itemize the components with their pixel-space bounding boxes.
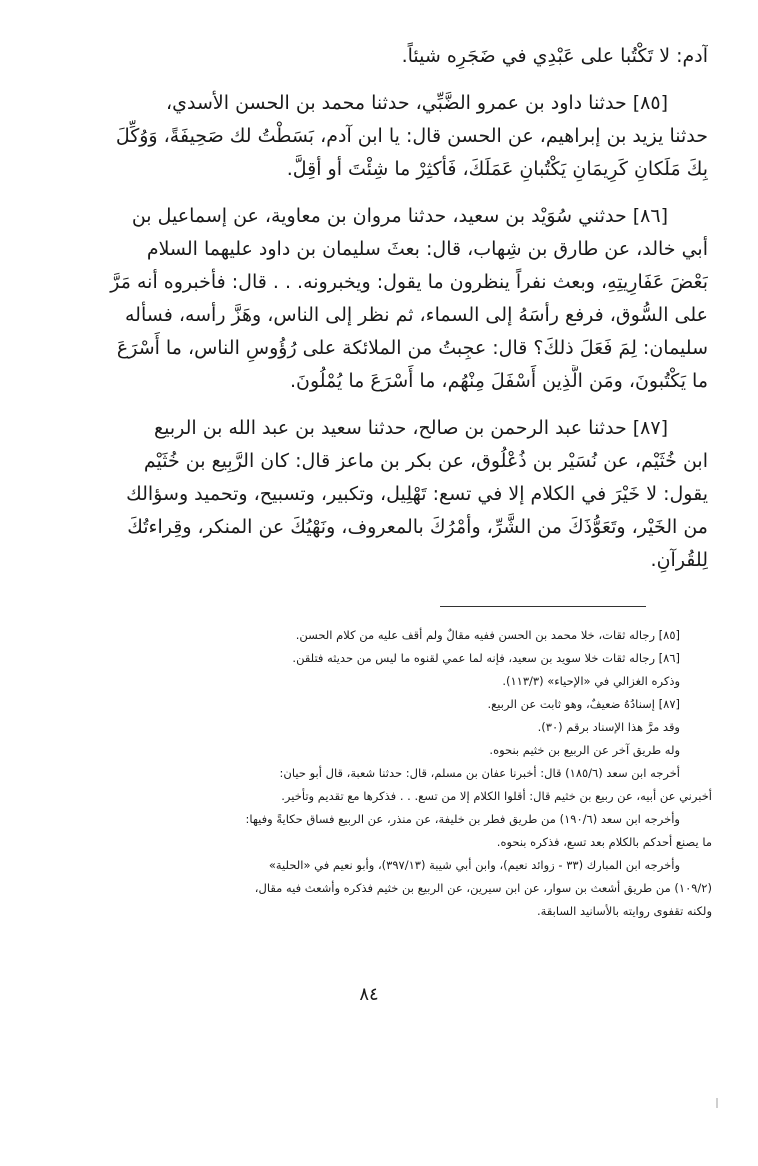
footnote-line: وذكره الغزالي في «الإحياء» (١١٣/٣). <box>502 674 680 688</box>
paragraph-85 <box>48 87 708 186</box>
footnote-divider <box>440 606 646 607</box>
text-line: يقول: لا خَيْرَ في الكلام إلا في تسع: تَهْلِيل، وتكبير، وتسبيح، وتحميد وسؤالك <box>126 483 708 505</box>
footnote-line: (١٠٩/٢) من طريق أشعث بن سوار، عن ابن سيرين، عن الربيع بن خثيم فذكره وأشعث فيه مقال، <box>254 881 712 895</box>
text-line: على السُّوق، فرفع رأسَهُ إلى السماء، ثم نظر إلى الناس، وهَزَّ رأسه، فسأله <box>124 304 708 326</box>
text-line: [٨٥] حدثنا داود بن عمرو الضَّبِّي، حدثنا محمد بن الحسن الأسدي، <box>166 92 668 114</box>
footnote-line: وأخرجه ابن المبارك (٣٣ - زوائد نعيم)، وابن أبي شيبة (٣٩٧/١٣)، وأبو نعيم في «الحلية» <box>268 858 680 872</box>
text-line: [٨٦] حدثني سُوَيْد بن سعيد، حدثنا مروان بن معاوية، عن إسماعيل بن <box>131 205 668 227</box>
text-line: من الخَيْر، وتَعَوُّذَكَ من الشَّرِّ، وأمْرُكَ بالمعروف، ونَهْيُكَ عن المنكر، وقِراءتُكَ <box>127 516 708 538</box>
text-line: [٨٧] حدثنا عبد الرحمن بن صالح، حدثنا سعيد بن عبد الله بن الربيع <box>153 417 668 439</box>
text-line: لِلقُرآنِ. <box>650 549 708 571</box>
text-line: بِكَ مَلَكانِ كَرِيمَانِ يَكْتُبانِ عَمَلَكَ، فَأكثِرْ ما شِئْتَ أو أقِلَّ. <box>286 158 708 180</box>
footnote-line: ما يصنع أحدكم بالكلام بعد تسع، فذكره بنحوه. <box>496 835 712 849</box>
paragraph-86 <box>48 200 708 398</box>
footnotes <box>44 624 712 923</box>
footnote-line: [٨٧] إسنادُهُ ضعيفٌ، وهو ثابت عن الربيع. <box>487 697 680 711</box>
paragraph-87 <box>48 412 708 577</box>
text-line: بَعْضَ عَفَارِيتِهِ، وبعث نفراً ينظرون ما يقول: ويخبرونه. . . قال: فأخبروه أنه مَرَّ <box>110 271 708 293</box>
page-number: ٨٤ <box>359 984 379 1005</box>
text-line: ما يَكْتُبونَ، ومَن الَّذِين أَسْفَلَ مِنْهُم، ما أَسْرَعَ ما يُمْلُونَ. <box>289 370 708 392</box>
main-text <box>48 40 708 577</box>
text-line: أبي خالد، عن طارق بن شِهاب، قال: بعثَ سليمان بن داود عليهما السلام <box>146 238 708 260</box>
footnote-line: أخبرني عن أبيه، عن ربيع بن خثيم قال: أقلوا الكلام إلا من تسع. . . فذكرها مع تقديم وتأخير. <box>281 789 712 803</box>
footnote-line: وله طريق آخر عن الربيع بن خثيم بنحوه. <box>489 743 680 757</box>
text-line: ابن خُثَيْم، عن نُسَيْر بن ذُعْلُوق، عن بكر بن ماعز قال: كان الرَّبِيع بن خُثَيْم <box>143 450 708 472</box>
paragraph-continuation <box>48 40 708 73</box>
footnote-line: [٨٥] رجاله ثقات، خلا محمد بن الحسن ففيه مقالٌ ولم أقف عليه من كلام الحسن. <box>295 628 680 642</box>
footnote-line: وأخرجه ابن سعد (١٩٠/٦) من طريق فطر بن خليفة، عن منذر، عن الربيع فساق حكايةً وفيها: <box>245 812 680 826</box>
footnote-line: أخرجه ابن سعد (١٨٥/٦) قال: أخبرنا عفان بن مسلم، قال: حدثنا شعبة، قال أبو حيان: <box>279 766 680 780</box>
footnote-line: وقد مرَّ هذا الإسناد برقم (٣٠). <box>537 720 680 734</box>
footnote-line: ولكنه تقفوى روايته بالأسانيد السابقة. <box>537 904 712 918</box>
text-line: سليمان: لِمَ فَعَلَ ذلكَ؟ قال: عجِبتُ من الملائكة على رُؤُوسِ الناس، ما أَسْرَعَ <box>116 337 708 359</box>
text-line: آدم: لا تَكْتُبا على عَبْدِي في ضَجَرِه شيئاً. <box>401 45 708 67</box>
text-line: حدثنا يزيد بن إبراهيم، عن الحسن قال: يا ابن آدم، بَسَطْتُ لك صَحِيفَةً، وَوُكِّلَ <box>115 125 708 147</box>
scan-mark <box>716 1098 718 1108</box>
footnote-line: [٨٦] رجاله ثقات خلا سويد بن سعيد، فإنه لما عمي لقنوه ما ليس من حديثه فتلقن. <box>292 651 680 665</box>
